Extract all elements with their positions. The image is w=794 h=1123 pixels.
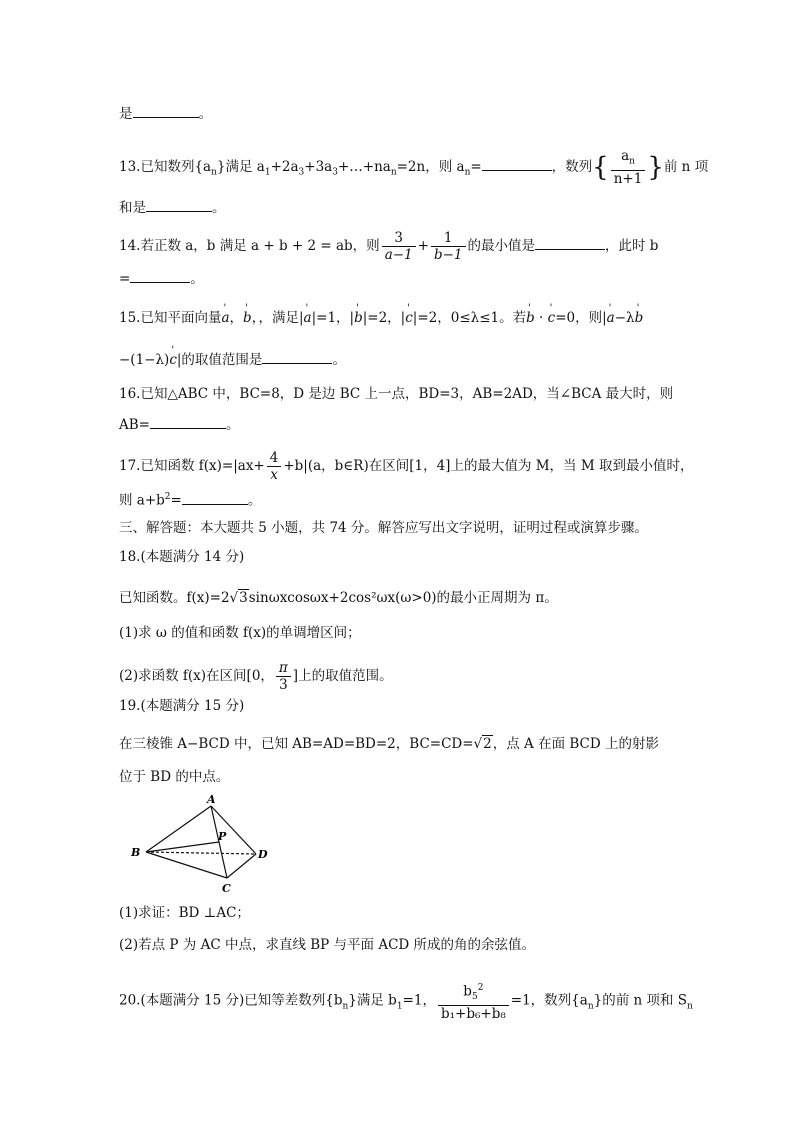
question-15-line-2: −(1−λ)' c|的取值范围是 。 <box>119 349 346 370</box>
question-18-part-2: (2)求函数 f(x)在区间[0， $\frac{\pi}{3}$ ]上的取值范围。 <box>119 660 393 693</box>
vertex-label-b: B <box>131 846 141 859</box>
answer-blank <box>146 197 212 212</box>
question-14: 14.若正数 a，b 满足 a + b + 2 = ab，则 $\frac{3}{a-1}$ + $\frac{1}{b-1}$ 的最小值是 ，此时 b <box>119 230 659 263</box>
answer-blank <box>535 235 605 250</box>
answer-blank <box>150 414 226 429</box>
question-13: 13.已知数列$\{a_n\}$满足 $a_1+2a_3+3a_3+\dots+na_n=2n$，则 $a_n=$ ，数列{ $\frac{a_n}{n+1}$ }前 n 项 <box>119 148 709 187</box>
vertex-label-a: A <box>207 793 216 806</box>
question-20: 20.(本题满分 15 分)已知等差数列$\{b_n\}$满足 $b_1=1$， $\frac{b_5^2}{\text{b₁+b₆+b₈}}$ =1，数列$\{a_n\}$的前 n 项和 $S_n$ <box>119 980 693 1022</box>
line-0: 是 。 <box>119 103 212 124</box>
question-19-part-2: (2)若点 P 为 AC 中点，求直线 BP 与平面 ACD 所成的角的余弦值。 <box>119 937 536 953</box>
answer-blank <box>133 103 199 118</box>
question-19-stem-line-2: 位于 BD 的中点。 <box>119 769 230 785</box>
answer-blank <box>182 490 248 505</box>
question-15: 15.已知平面向量' a，' b，，满足|' a|=1，|' b|=2，|' c|=2，0≤λ≤1。若' b · ' c=0，则|' a−λ' b <box>119 308 643 328</box>
answer-blank <box>482 156 552 171</box>
point-label-p: P <box>218 830 227 843</box>
question-13-line-2: 和是 。 <box>119 197 226 218</box>
question-18-heading: 18.(本题满分 14 分) <box>119 549 245 565</box>
answer-blank <box>130 268 190 283</box>
question-18-part-1: (1)求 ω 的值和函数 f(x)的单调增区间； <box>119 625 361 641</box>
question-14-line-2: = 。 <box>119 268 204 289</box>
question-16-line-2: AB= 。 <box>119 414 239 435</box>
vertex-label-c: C <box>222 882 231 895</box>
vertex-label-d: D <box>258 848 268 861</box>
question-18-stem: 已知函数。f(x)=2√3sinωxcosωx+2cos²ωx(ω>0)的最小正周期为 π。 <box>119 590 558 606</box>
question-16: 16.已知△ABC 中，BC=8，D 是边 BC 上一点，BD=3，AB=2AD，当∠BCA 最大时，则 <box>119 386 674 402</box>
fraction: $\frac{a_n}{n+1}$ <box>611 148 646 187</box>
question-17: 17.已知函数 f(x)=|ax+ $\frac{4}{x}$ +b|(a，b∈R)在区间[1，4]上的最大值为 M，当 M 取到最小值时， <box>119 450 694 483</box>
question-19-part-1: (1)求证：BD ⊥AC； <box>119 905 250 921</box>
question-17-line-2: 则 $a+b^2=$ 。 <box>119 487 261 511</box>
question-19-stem: 在三棱锥 A−BCD 中，已知 AB=AD=BD=2，BC=CD=√2，点 A 在面 BCD 上的射影 <box>119 736 659 752</box>
question-19-heading: 19.(本题满分 15 分) <box>119 698 245 714</box>
pyramid-figure <box>126 792 276 896</box>
section-3-heading: 三、解答题：本大题共 5 小题，共 74 分。解答应写出文字说明，证明过程或演算步骤。 <box>119 520 648 536</box>
answer-blank <box>262 349 332 364</box>
